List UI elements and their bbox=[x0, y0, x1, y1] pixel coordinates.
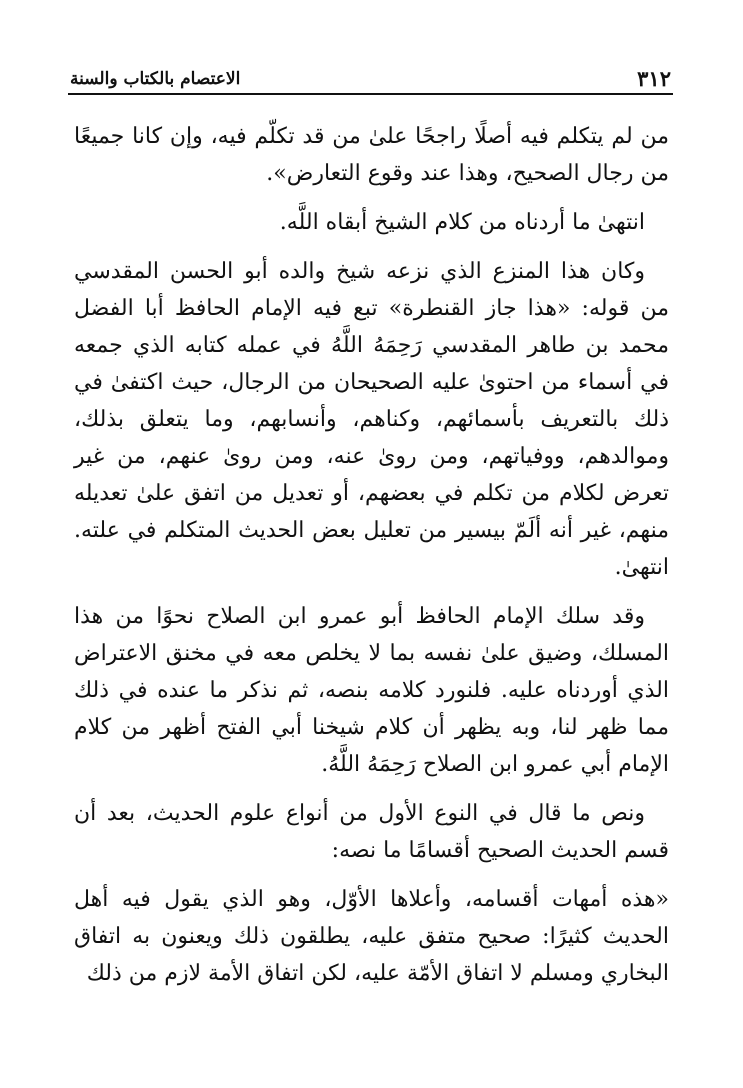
paragraph-2: انتهىٰ ما أردناه من كلام الشيخ أبقاه اللَّه. bbox=[279, 210, 645, 235]
paragraph-3: وكان هذا المنزع الذي نزعه شيخ والده أبو الحسن المقدسي من قوله: «هذا جاز القنطرة» تبع فيه الإمام الحافظ أبا الفضل محمد بن طاهر المقدسي رَحِمَهُ اللَّهُ في عمله كتابه الذي جمعه في أسماء من احتوىٰ عليه الصحيحان من الرجال، حيث اكتفىٰ في ذلك بالتعريف بأسمائهم، وكناهم، وأنسابهم، وما يتعلق بذلك، وموالدهم، ووفياتهم، ومن روىٰ عنه، ومن روىٰ عنهم، من غير تعرض لكلام من تكلم في بعضهم، أو تعديل من اتفق علىٰ تعديله منهم، غير أنه ألَمّ بيسير من تعليل بعض الحديث المتكلم في علته. انتهىٰ. bbox=[74, 259, 669, 580]
paragraph-1: من لم يتكلم فيه أصلًا راجحًا علىٰ من قد تكلّم فيه، وإن كانا جميعًا من رجال الصحيح، وهذا عند وقوع التعارض». bbox=[74, 124, 669, 186]
paragraph-4: وقد سلك الإمام الحافظ أبو عمرو ابن الصلاح نحوًا من هذا المسلك، وضيق علىٰ نفسه بما لا يخلص معه في مخنق الاعتراض الذي أوردناه عليه. فلنورد كلامه بنصه، ثم نذكر ما عنده في ذلك مما ظهر لنا، وبه يظهر أن كلام شيخنا أبي الفتح أظهر من كلام الإمام أبي عمرو ابن الصلاح رَحِمَهُ اللَّهُ. bbox=[74, 604, 669, 777]
paragraph-5: ونص ما قال في النوع الأول من أنواع علوم الحديث، بعد أن قسم الحديث الصحيح أقسامًا ما نصه: bbox=[74, 801, 669, 863]
page-body bbox=[74, 118, 669, 1004]
paragraph-6: «هذه أمهات أقسامه، وأعلاها الأوّل، وهو الذي يقول فيه أهل الحديث كثيرًا: صحيح متفق عليه، يطلقون ذلك ويعنون به اتفاق البخاري ومسلم لا اتفاق الأمّة عليه، لكن اتفاق الأمة لازم من ذلك bbox=[74, 887, 669, 986]
running-header bbox=[70, 62, 671, 92]
book-title: الاعتصام بالكتاب والسنة bbox=[70, 69, 241, 89]
page-number: ٣١٢ bbox=[637, 66, 671, 91]
header-rule bbox=[68, 93, 673, 95]
